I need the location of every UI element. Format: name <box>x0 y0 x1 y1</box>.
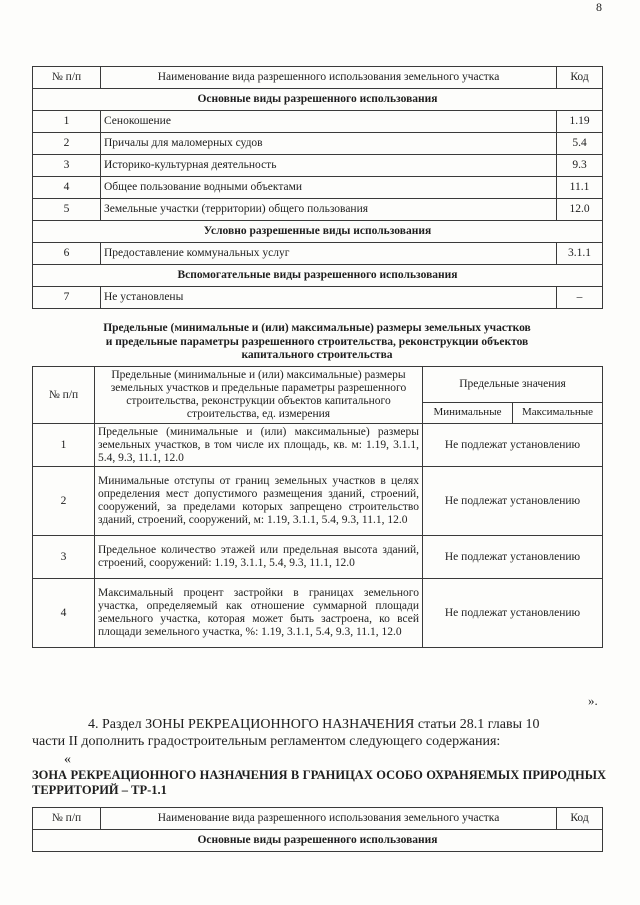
header-values: Предельные значения <box>423 367 603 403</box>
table-header-row <box>33 808 603 830</box>
row-code: 5.4 <box>557 133 603 155</box>
row-param: Предельное количество этажей или предельная высота зданий, строений, сооружений: 1.19, 3.1.1, 5.4, 9.3, 11.1, 12.0 <box>95 536 423 579</box>
row-num: 1 <box>33 424 95 467</box>
header-max: Максимальные <box>513 402 603 423</box>
table-row <box>33 133 603 155</box>
heading-line: Предельные (минимальные и (или) максимальные) размеры земельных участков <box>103 322 531 334</box>
row-code: 1.19 <box>557 111 603 133</box>
row-param: Максимальный процент застройки в границах земельного участка, определяемый как отношение суммарной площади земельного участка, которая может быть застроена, ко всей площади земельного участка, %: 1.19, 3.1.1, 5.4, 9.3, 11.1, 12.0 <box>95 579 423 648</box>
row-code: 11.1 <box>557 177 603 199</box>
header-name: Наименование вида разрешенного использования земельного участка <box>101 808 557 830</box>
row-num: 2 <box>33 467 95 536</box>
row-num: 2 <box>33 133 101 155</box>
row-code: 3.1.1 <box>557 243 603 265</box>
row-value: Не подлежат установлению <box>423 467 603 536</box>
limits-table <box>32 366 603 648</box>
row-num: 6 <box>33 243 101 265</box>
heading-line: и предельные параметры разрешенного строительства, реконструкции объектов <box>105 335 529 348</box>
row-num: 5 <box>33 199 101 221</box>
header-param: Предельные (минимальные и (или) максимальные) размеры земельных участков и предельные параметры разрешенного строительства, реконструкции объектов капитального строительства, ед. измерения <box>95 367 423 424</box>
opening-quote: « <box>64 752 71 767</box>
table-row <box>33 536 603 579</box>
row-code: 12.0 <box>557 199 603 221</box>
header-num: № п/п <box>33 808 101 830</box>
section-conditional-label: Условно разрешенные виды использования <box>33 221 603 243</box>
header-code: Код <box>557 67 603 89</box>
table-row <box>33 467 603 536</box>
section-row-conditional <box>33 221 603 243</box>
permitted-use-table <box>32 66 603 309</box>
header-code: Код <box>557 808 603 830</box>
section-auxiliary-label: Вспомогательные виды разрешенного использования <box>33 265 603 287</box>
row-value: Не подлежат установлению <box>423 424 603 467</box>
section-main-label: Основные виды разрешенного использования <box>33 830 603 852</box>
zone-title: ЗОНА РЕКРЕАЦИОННОГО НАЗНАЧЕНИЯ В ГРАНИЦАХ ОСОБО ОХРАНЯЕМЫХ ПРИРОДНЫХ ТЕРРИТОРИЙ – ТР-1.1 <box>32 768 606 797</box>
heading-line: капитального строительства <box>241 349 393 361</box>
header-num: № п/п <box>33 67 101 89</box>
row-name: Сенокошение <box>101 111 557 133</box>
table-row <box>33 111 603 133</box>
paragraph-4 <box>32 716 606 750</box>
row-num: 4 <box>33 579 95 648</box>
row-value: Не подлежат установлению <box>423 579 603 648</box>
row-name: Не установлены <box>101 287 557 309</box>
table-row <box>33 199 603 221</box>
row-name: Земельные участки (территории) общего пользования <box>101 199 557 221</box>
row-name: Общее пользование водными объектами <box>101 177 557 199</box>
table-header-row <box>33 367 603 403</box>
paragraph-line: части II дополнить градостроительным регламентом следующего содержания: <box>32 734 501 749</box>
section-main-label: Основные виды разрешенного использования <box>33 89 603 111</box>
limits-heading <box>32 322 602 363</box>
section-row-main <box>33 89 603 111</box>
header-name: Наименование вида разрешенного использования земельного участка <box>101 67 557 89</box>
row-num: 1 <box>33 111 101 133</box>
header-min: Минимальные <box>423 402 513 423</box>
table-row <box>33 155 603 177</box>
table-row <box>33 177 603 199</box>
row-param: Минимальные отступы от границ земельных участков в целях определения мест допустимого размещения зданий, строений, сооружений, за пределами которых запрещено строительство зданий, строений, сооружений, м: 1.19, 3.1.1, 5.4, 9.3, 11.1, 12.0 <box>95 467 423 536</box>
row-name: Предоставление коммунальных услуг <box>101 243 557 265</box>
zone-permitted-use-table <box>32 807 603 852</box>
page-number: 8 <box>596 0 602 14</box>
row-value: Не подлежат установлению <box>423 536 603 579</box>
table-header-row <box>33 67 603 89</box>
row-param: Предельные (минимальные и (или) максимальные) размеры земельных участков, в том числе их площадь, кв. м: 1.19, 3.1.1, 5.4, 9.3, 11.1, 12.0 <box>95 424 423 467</box>
table-row <box>33 243 603 265</box>
section-row-auxiliary <box>33 265 603 287</box>
table-row <box>33 287 603 309</box>
paragraph-line: 4. Раздел ЗОНЫ РЕКРЕАЦИОННОГО НАЗНАЧЕНИЯ статьи 28.1 главы 10 <box>88 717 540 732</box>
header-num: № п/п <box>33 367 95 424</box>
row-num: 4 <box>33 177 101 199</box>
row-name: Историко-культурная деятельность <box>101 155 557 177</box>
section-row-main <box>33 830 603 852</box>
closing-quote: ». <box>588 693 598 708</box>
row-code: – <box>557 287 603 309</box>
row-num: 3 <box>33 536 95 579</box>
table-row <box>33 579 603 648</box>
row-name: Причалы для маломерных судов <box>101 133 557 155</box>
row-code: 9.3 <box>557 155 603 177</box>
table-row <box>33 424 603 467</box>
row-num: 3 <box>33 155 101 177</box>
row-num: 7 <box>33 287 101 309</box>
